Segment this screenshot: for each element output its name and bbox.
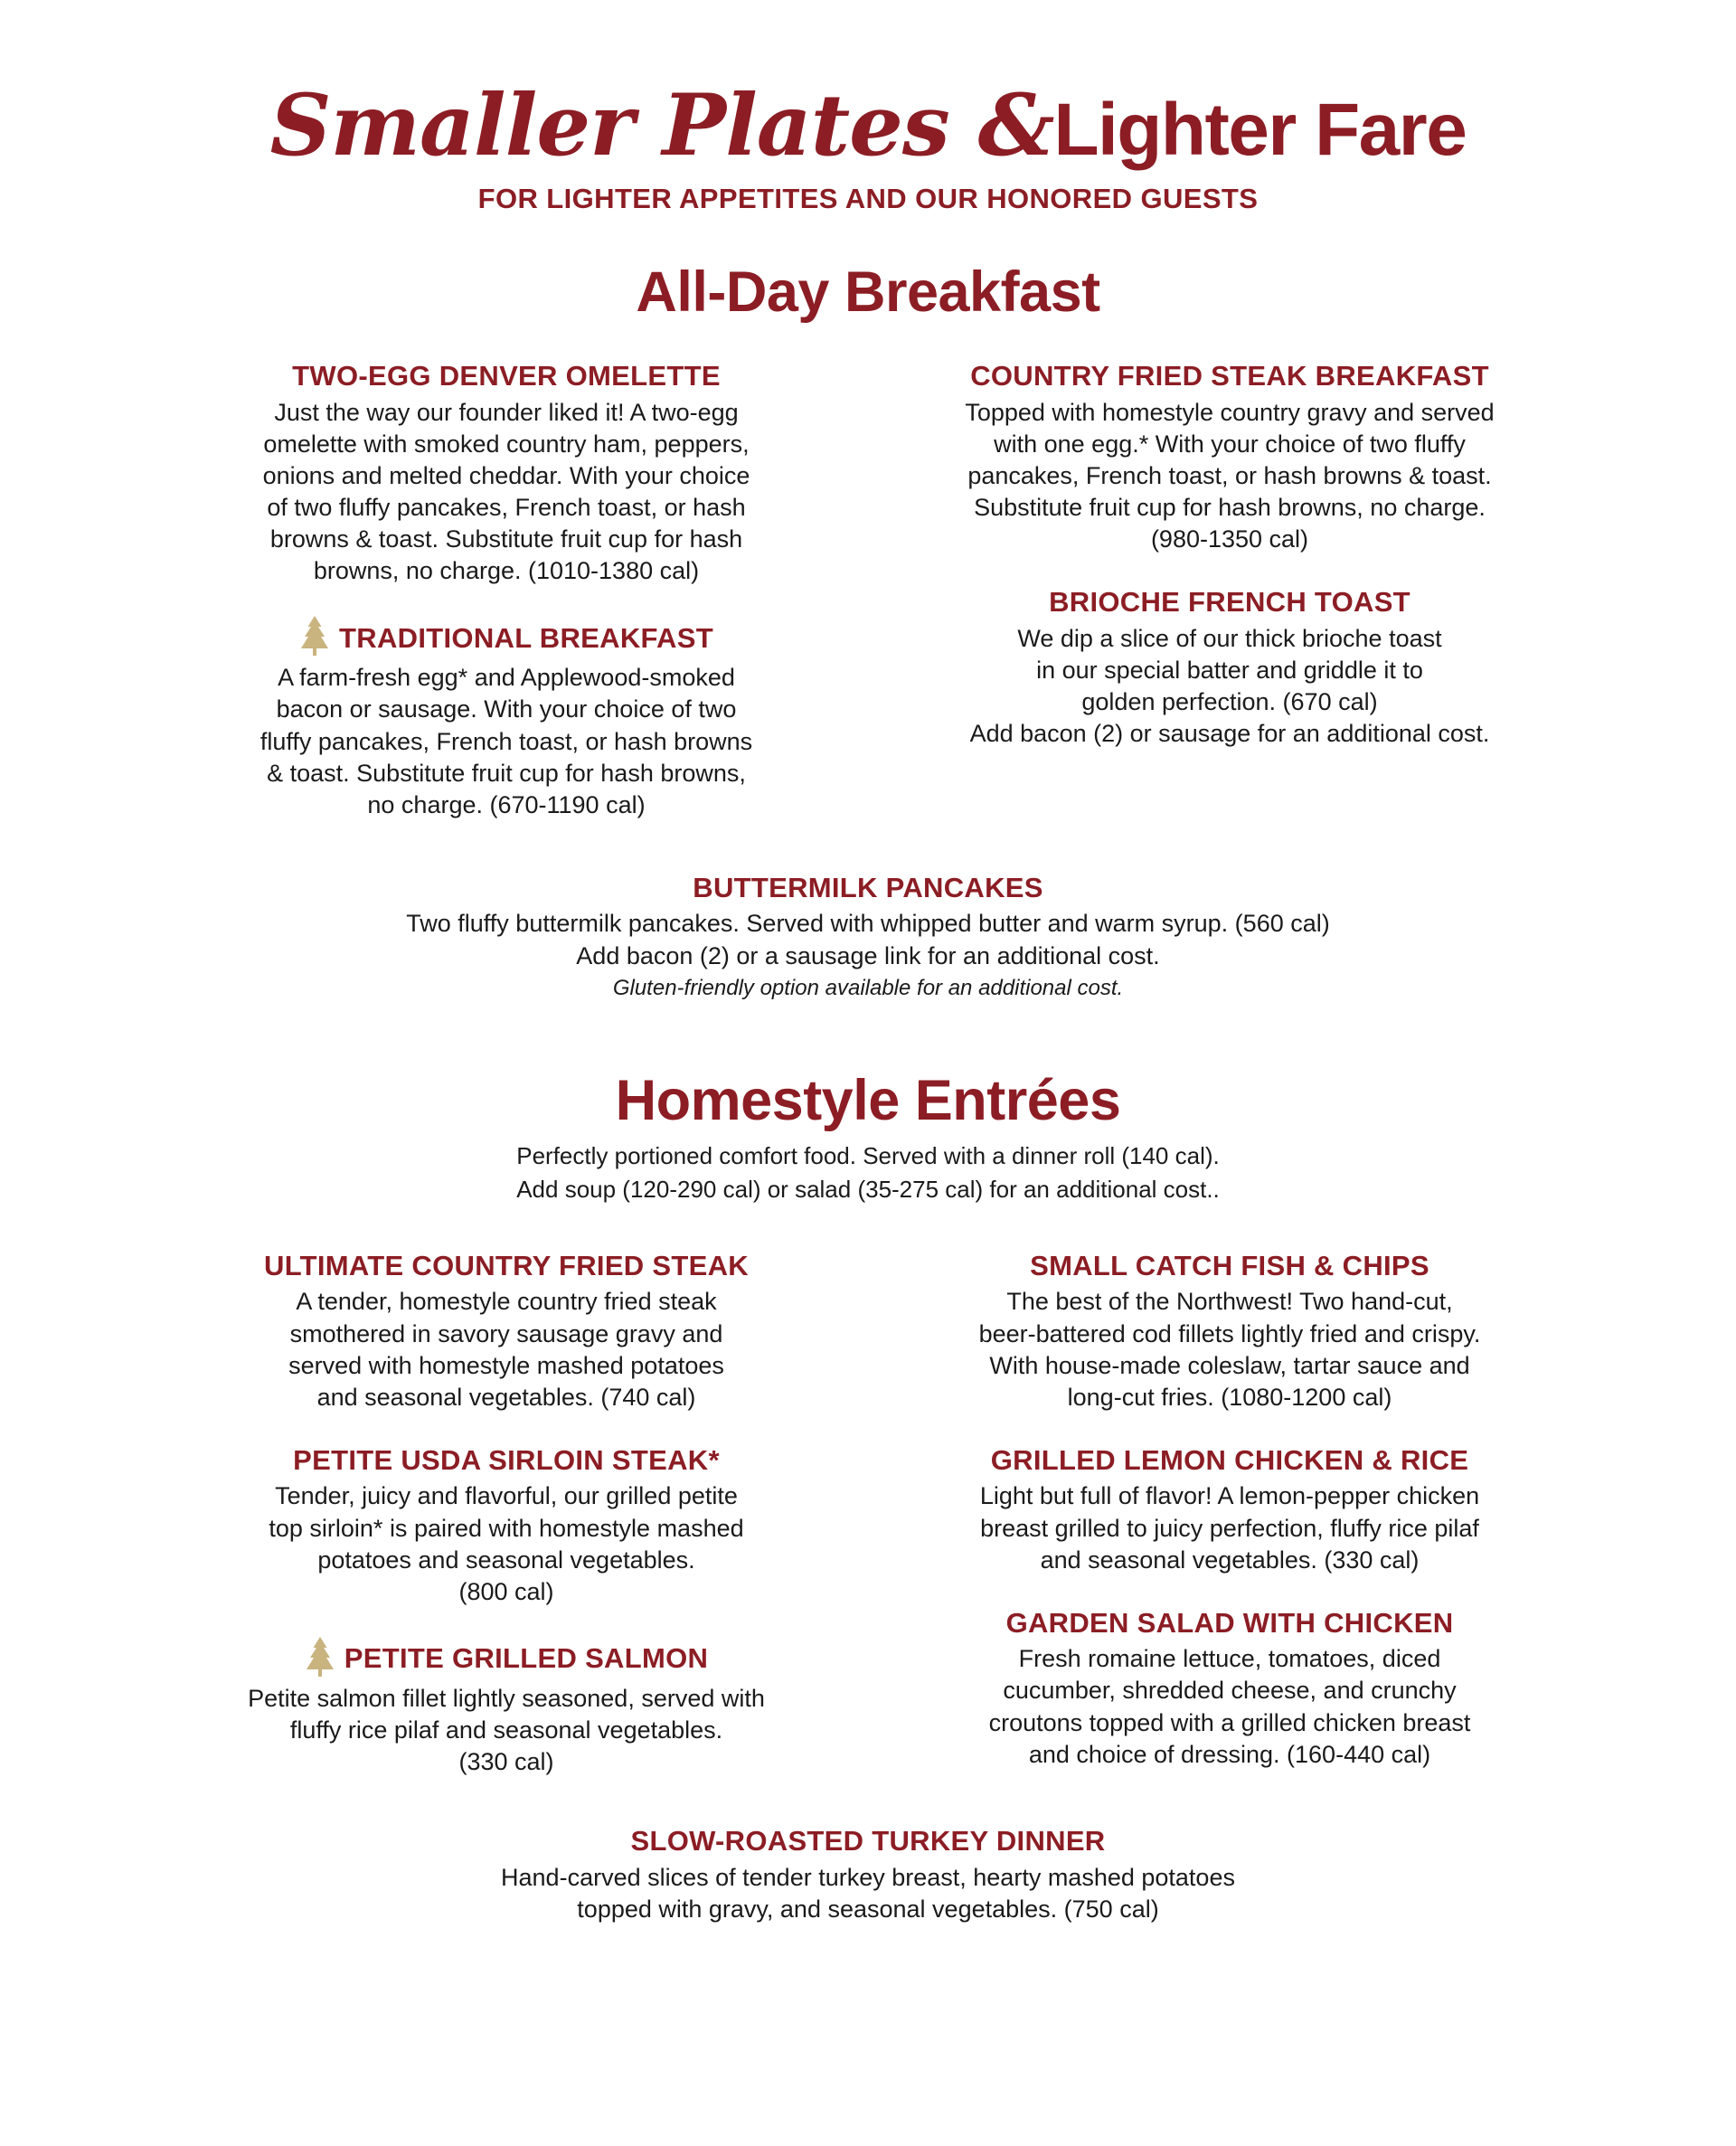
menu-item[interactable] [172, 1639, 841, 1778]
menu-item[interactable] [172, 872, 1564, 1002]
desc-line: A farm-fresh egg* and Applewood-smoked [278, 664, 735, 692]
desc-line: Light but full of flavor! A lemon-pepper chicken [979, 1482, 1480, 1510]
page-title-sans: Lighter Fare [1053, 89, 1467, 171]
menu-item-title-label: SLOW-ROASTED TURKEY DINNER [630, 1825, 1106, 1858]
desc-line: Hand-carved slices of tender turkey breast, hearty mashed potatoes [501, 1863, 1235, 1891]
menu-item-title [895, 1607, 1564, 1640]
menu-item-title-label: GRILLED LEMON CHICKEN & RICE [990, 1443, 1469, 1476]
menu-item-description [895, 1643, 1564, 1770]
desc-line: Fresh romaine lettuce, tomatoes, diced [1018, 1645, 1441, 1673]
left-column [172, 360, 841, 821]
section-heading: All-Day Breakfast [636, 260, 1100, 324]
desc-line: of two fluffy pancakes, French toast, or hash [267, 494, 746, 522]
desc-line: potatoes and seasonal vegetables. [317, 1546, 695, 1574]
menu-item-title-label: TRADITIONAL BREAKFAST [339, 621, 713, 654]
desc-line: browns, no charge. (1010-1380 cal) [313, 557, 700, 585]
section-subtitle-line: Perfectly portioned comfort food. Served with a dinner roll (140 cal). [516, 1141, 1220, 1169]
pine-tree-icon [299, 616, 330, 656]
menu-item[interactable] [172, 1825, 1564, 1925]
menu-item-description [172, 662, 841, 820]
menu-item-description [895, 623, 1564, 750]
desc-line: Tender, juicy and flavorful, our grilled petite [275, 1482, 738, 1510]
menu-item-title [172, 1825, 1564, 1858]
menu-item-title [172, 1639, 841, 1678]
menu-item-description [172, 1286, 841, 1413]
desc-line: Two fluffy buttermilk pancakes. Served with whipped butter and warm syrup. (560 cal) [406, 910, 1330, 938]
left-column [172, 1250, 841, 1778]
menu-item[interactable] [895, 1444, 1564, 1576]
menu-item-description [895, 1480, 1564, 1575]
menu-item[interactable] [172, 360, 841, 587]
section-homestyle-entrees [0, 1068, 1736, 1925]
menu-item[interactable] [895, 1250, 1564, 1413]
section-subtitle-line: Add soup (120-290 cal) or salad (35-275 cal) for an additional cost.. [516, 1175, 1220, 1203]
menu-item-description [895, 397, 1564, 555]
desc-line: fluffy rice pilaf and seasonal vegetables. [289, 1716, 723, 1744]
menu-item[interactable] [172, 1444, 841, 1608]
menu-item-title-label: COUNTRY FRIED STEAK BREAKFAST [970, 360, 1489, 392]
desc-line: served with homestyle mashed potatoes [288, 1351, 724, 1379]
menu-item-title-label: ULTIMATE COUNTRY FRIED STEAK [264, 1249, 749, 1281]
desc-line: in our special batter and griddle it to [1036, 656, 1423, 684]
desc-line: onions and melted cheddar. With your choice [262, 461, 750, 489]
section-subtitle [0, 1139, 1736, 1206]
menu-item[interactable] [895, 360, 1564, 555]
desc-line: and seasonal vegetables. (330 cal) [1040, 1546, 1420, 1574]
menu-item-title [895, 586, 1564, 619]
desc-line: no charge. (670-1190 cal) [367, 790, 646, 818]
desc-line: The best of the Northwest! Two hand-cut, [1006, 1288, 1453, 1316]
desc-line: (330 cal) [458, 1748, 554, 1775]
desc-line: Add bacon (2) or sausage for an additional cost. [969, 720, 1490, 748]
menu-item-fineprint: Gluten-friendly option available for an additional cost. [612, 975, 1124, 1000]
desc-line: beer-battered cod fillets lightly fried and crispy. [978, 1319, 1481, 1347]
desc-line: With house-made coleslaw, tartar sauce and [989, 1351, 1470, 1379]
menu-item-description [172, 397, 841, 588]
menu-item[interactable] [172, 618, 841, 820]
right-column [895, 1250, 1564, 1771]
desc-line: omelette with smoked country ham, peppers, [263, 430, 750, 458]
menu-item-description [895, 1286, 1564, 1413]
menu-item-title-label: BRIOCHE FRENCH TOAST [1049, 586, 1410, 619]
page-title-script: Smaller Plates & [269, 76, 1054, 175]
section-columns [0, 1250, 1736, 1778]
menu-item-title-label: PETITE GRILLED SALMON [344, 1641, 709, 1674]
desc-line: Add bacon (2) or a sausage link for an additional cost. [576, 941, 1160, 969]
desc-line: and choice of dressing. (160-440 cal) [1028, 1740, 1431, 1768]
menu-item-title [172, 1250, 841, 1282]
desc-line: long-cut fries. (1080-1200 cal) [1067, 1383, 1392, 1411]
desc-line: smothered in savory sausage gravy and [289, 1319, 723, 1347]
pine-tree-icon [305, 1637, 335, 1677]
menu-item[interactable] [895, 586, 1564, 750]
menu-item-title-label: PETITE USDA SIRLOIN STEAK* [293, 1443, 720, 1476]
desc-line: & toast. Substitute fruit cup for hash browns, [267, 759, 746, 787]
menu-item-title [895, 1250, 1564, 1282]
menu-item-title [172, 360, 841, 392]
desc-line: golden perfection. (670 cal) [1081, 688, 1378, 716]
desc-line: top sirloin* is paired with homestyle mashed [269, 1514, 744, 1542]
desc-line: Topped with homestyle country gravy and served [965, 398, 1495, 426]
page-subtitle: FOR LIGHTER APPETITES AND OUR HONORED GUESTS [477, 183, 1259, 214]
desc-line: fluffy pancakes, French toast, or hash browns [259, 727, 753, 755]
desc-line: (800 cal) [458, 1577, 554, 1605]
desc-line: Just the way our founder liked it! A two-egg [274, 398, 739, 426]
menu-item-title [172, 618, 841, 657]
desc-line: (980-1350 cal) [1150, 525, 1309, 553]
desc-line: Petite salmon fillet lightly seasoned, served with [248, 1684, 765, 1712]
menu-item-title-label: GARDEN SALAD WITH CHICKEN [1005, 1606, 1454, 1639]
menu-item-title [172, 872, 1564, 904]
section-columns [0, 360, 1736, 821]
desc-line: bacon or sausage. With your choice of two [276, 695, 737, 723]
menu-item-title [895, 1444, 1564, 1477]
menu-item-description [172, 1683, 841, 1778]
section-heading: Homestyle Entrées [615, 1068, 1121, 1132]
desc-line: breast grilled to juicy perfection, fluffy rice pilaf [980, 1514, 1479, 1542]
desc-line: We dip a slice of our thick brioche toast [1017, 624, 1442, 652]
menu-item[interactable] [895, 1607, 1564, 1771]
desc-line: and seasonal vegetables. (740 cal) [316, 1383, 696, 1411]
desc-line: topped with gravy, and seasonal vegetables. (750 cal) [577, 1895, 1159, 1923]
menu-item-description [172, 908, 1564, 971]
desc-line: Substitute fruit cup for hash browns, no charge. [974, 494, 1486, 522]
page-title [0, 76, 1736, 175]
desc-line: pancakes, French toast, or hash browns & toast. [967, 461, 1492, 489]
menu-item-title [172, 1444, 841, 1477]
menu-item-title [895, 360, 1564, 392]
desc-line: croutons topped with a grilled chicken breast [988, 1708, 1471, 1736]
desc-line: A tender, homestyle country fried steak [296, 1288, 717, 1316]
desc-line: browns & toast. Substitute fruit cup for hash [269, 525, 743, 553]
menu-item-description [172, 1862, 1564, 1925]
desc-line: with one egg.* With your choice of two fluffy [994, 430, 1466, 458]
section-all-day-breakfast [0, 262, 1736, 1002]
masthead [0, 0, 1736, 215]
menu-item-description [172, 1480, 841, 1607]
menu-item-title-label: SMALL CATCH FISH & CHIPS [1030, 1249, 1429, 1281]
menu-item[interactable] [172, 1250, 841, 1413]
desc-line: cucumber, shredded cheese, and crunchy [1003, 1677, 1457, 1705]
menu-item-title-label: BUTTERMILK PANCAKES [693, 871, 1043, 903]
menu-item-title-label: TWO-EGG DENVER OMELETTE [292, 360, 721, 392]
right-column [895, 360, 1564, 750]
